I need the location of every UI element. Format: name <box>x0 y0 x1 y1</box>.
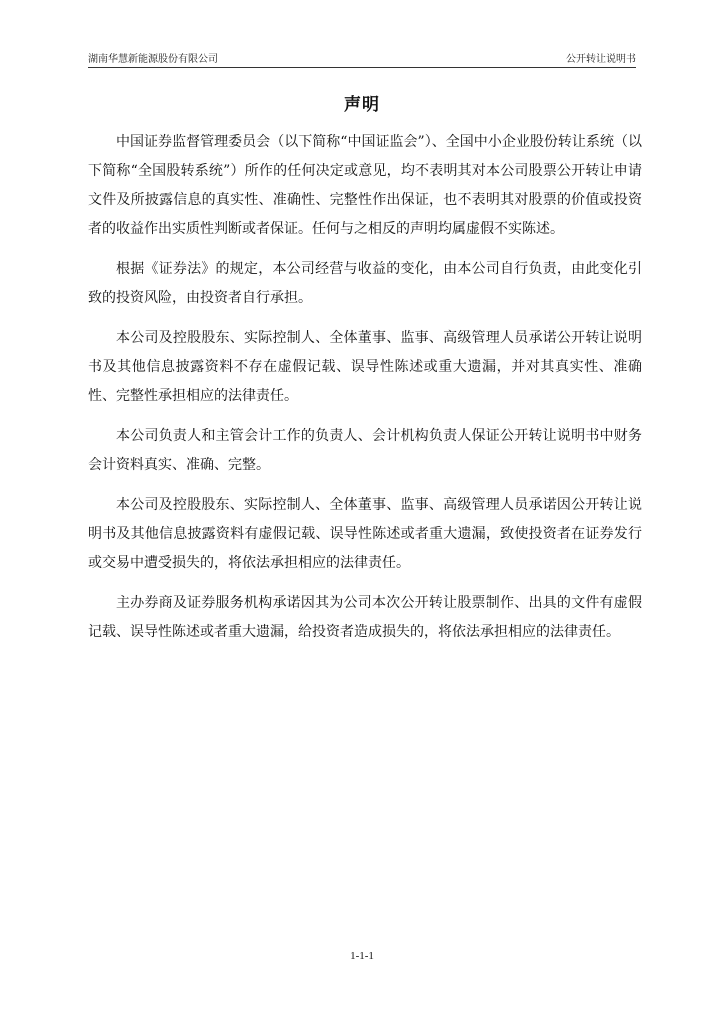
declaration-body <box>88 128 642 658</box>
paragraph-4: 本公司负责人和主管会计工作的负责人、会计机构负责人保证公开转让说明书中财务会计资料真实、准确、完整。 <box>88 428 642 473</box>
header-company-name: 湖南华慧新能源股份有限公司 <box>88 54 218 65</box>
page-number: 1-1-1 <box>350 950 374 962</box>
paragraph-6: 主办券商及证券服务机构承诺因其为公司本次公开转让股票制作、出具的文件有虚假记载、误导性陈述或者重大遗漏，给投资者造成损失的，将依法承担相应的法律责任。 <box>88 595 642 640</box>
paragraph-2: 根据《证券法》的规定，本公司经营与收益的变化，由本公司自行负责，由此变化引致的投资风险，由投资者自行承担。 <box>88 261 642 306</box>
paragraph-1: 中国证券监督管理委员会（以下简称“中国证监会”）、全国中小企业股份转让系统（以下简称“全国股转系统”）所作的任何决定或意见，均不表明其对本公司股票公开转让申请文件及所披露信息的真实性、准确性、完整性作出保证，也不表明其对股票的价值或投资者的收益作出实质性判断或者保证。任何与之相反的声明均属虚假不实陈述。 <box>88 134 642 237</box>
paragraph-3: 本公司及控股股东、实际控制人、全体董事、监事、高级管理人员承诺公开转让说明书及其他信息披露资料不存在虚假记载、误导性陈述或重大遗漏，并对其真实性、准确性、完整性承担相应的法律责任。 <box>88 330 642 404</box>
header-divider <box>88 67 636 68</box>
paragraph-5: 本公司及控股股东、实际控制人、全体董事、监事、高级管理人员承诺因公开转让说明书及其他信息披露资料有虚假记载、误导性陈述或者重大遗漏，致使投资者在证券发行或交易中遭受损失的，将依法承担相应的法律责任。 <box>88 497 642 571</box>
header-document-type: 公开转让说明书 <box>566 54 636 65</box>
page-title: 声明 <box>344 95 380 115</box>
page-header <box>88 50 636 66</box>
